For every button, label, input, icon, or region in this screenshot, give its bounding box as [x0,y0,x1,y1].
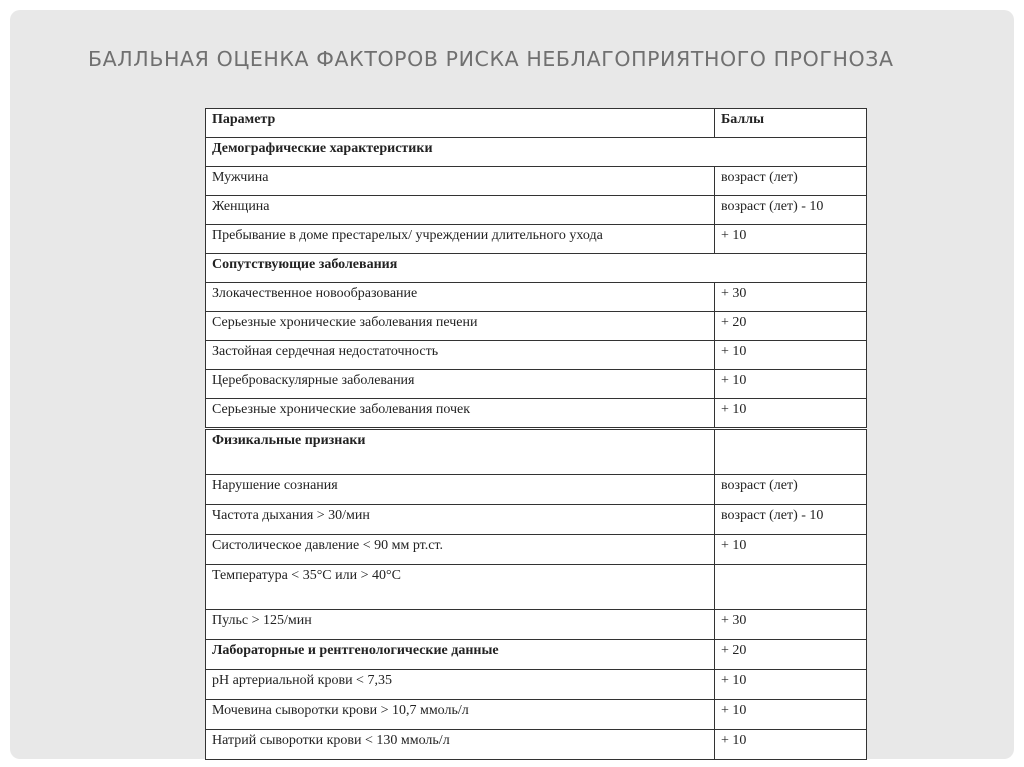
param-cell: Серьезные хронические заболевания почек [206,399,715,429]
table-row [206,225,867,254]
score-cell: + 10 [715,700,867,730]
param-cell: рН артериальной крови < 7,35 [206,670,715,700]
score-cell [715,565,867,610]
score-cell: + 30 [715,610,867,640]
score-cell: + 20 [715,640,867,670]
score-cell: возраст (лет) - 10 [715,196,867,225]
score-cell [715,429,867,475]
score-cell: + 10 [715,399,867,429]
section-row-lab-data [206,640,867,670]
param-cell: Серьезные хронические заболевания печени [206,312,715,341]
table-row [206,370,867,399]
param-cell: Злокачественное новообразование [206,283,715,312]
score-cell: возраст (лет) [715,475,867,505]
table-header-row [206,109,867,138]
param-cell: Натрий сыворотки крови < 130 ммоль/л [206,730,715,760]
param-cell: Мужчина [206,167,715,196]
table-row [206,399,867,429]
risk-score-table [205,108,867,760]
section-title: Демографические характеристики [206,138,867,167]
table-row [206,505,867,535]
param-cell: Пребывание в доме престарелых/ учреждении длительного ухода [206,225,715,254]
slide-title: БАЛЛЬНАЯ ОЦЕНКА ФАКТОРОВ РИСКА НЕБЛАГОПРИЯТНОГО ПРОГНОЗА [88,47,894,71]
score-cell: + 10 [715,535,867,565]
score-cell: возраст (лет) - 10 [715,505,867,535]
param-cell: Цереброваскулярные заболевания [206,370,715,399]
table-row [206,196,867,225]
param-cell: Женщина [206,196,715,225]
table-row [206,700,867,730]
table-row [206,535,867,565]
param-cell: Систолическое давление < 90 мм рт.ст. [206,535,715,565]
score-cell: + 10 [715,670,867,700]
param-cell: Застойная сердечная недостаточность [206,341,715,370]
header-param: Параметр [206,109,715,138]
table-row [206,312,867,341]
score-cell: + 10 [715,370,867,399]
score-cell: + 10 [715,225,867,254]
table-row [206,565,867,610]
param-cell: Пульс > 125/мин [206,610,715,640]
section-row-comorbidities [206,254,867,283]
score-cell: + 30 [715,283,867,312]
table-row [206,283,867,312]
table-row [206,730,867,760]
section-title: Лабораторные и рентгенологические данные [206,640,715,670]
section-title: Физикальные признаки [206,429,715,475]
score-cell: возраст (лет) [715,167,867,196]
param-cell: Нарушение сознания [206,475,715,505]
param-cell: Температура < 35°С или > 40°С [206,565,715,610]
section-row-physical-signs [206,429,867,475]
score-cell: + 20 [715,312,867,341]
header-score: Баллы [715,109,867,138]
table-row [206,341,867,370]
score-cell: + 10 [715,730,867,760]
score-cell: + 10 [715,341,867,370]
table-row [206,475,867,505]
table-row [206,167,867,196]
section-title: Сопутствующие заболевания [206,254,867,283]
table-row [206,610,867,640]
section-row-demographics [206,138,867,167]
param-cell: Частота дыхания > 30/мин [206,505,715,535]
param-cell: Мочевина сыворотки крови > 10,7 ммоль/л [206,700,715,730]
table-row [206,670,867,700]
